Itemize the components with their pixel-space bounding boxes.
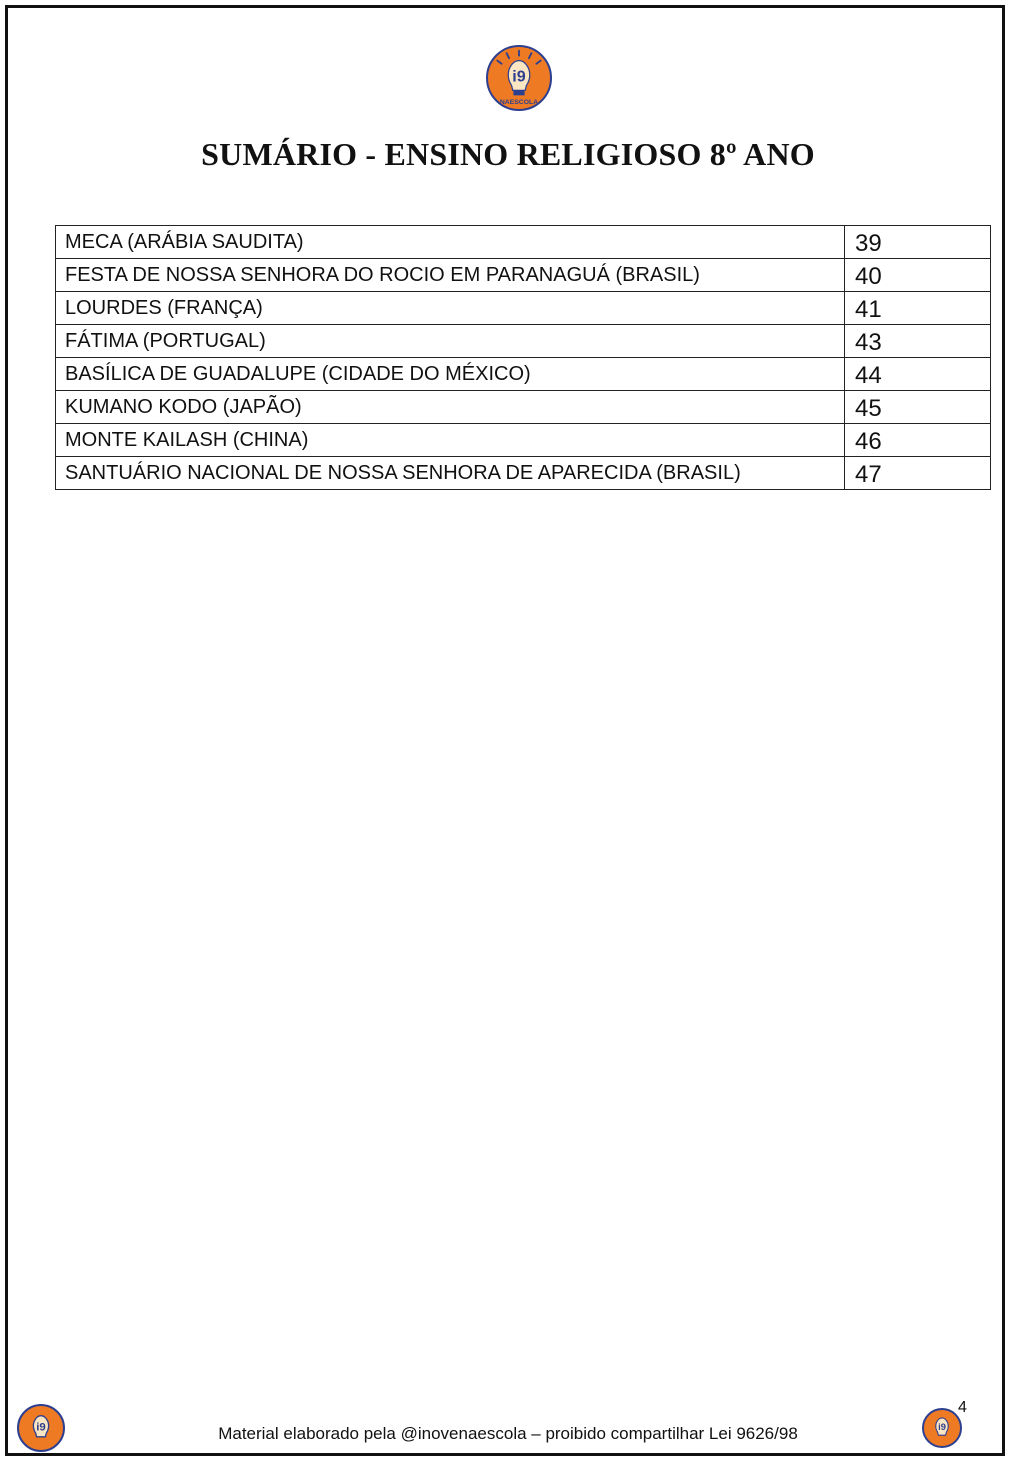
toc-topic: LOURDES (FRANÇA) [56, 292, 845, 325]
toc-page-number: 47 [845, 457, 991, 490]
footer-copyright: Material elaborado pela @inovenaescola – proibido compartilhar Lei 9626/98 [218, 1424, 798, 1443]
page-border [5, 5, 1005, 1456]
table-row [56, 226, 991, 259]
footer-logo-right-icon [922, 1408, 962, 1448]
svg-text:i9: i9 [36, 1421, 46, 1434]
page-title: SUMÁRIO - ENSINO RELIGIOSO 8º ANO [201, 136, 815, 172]
toc-page-number: 39 [845, 226, 991, 259]
toc-topic: BASÍLICA DE GUADALUPE (CIDADE DO MÉXICO) [56, 358, 845, 391]
toc-topic: KUMANO KODO (JAPÃO) [56, 391, 845, 424]
table-row [56, 325, 991, 358]
table-row [56, 391, 991, 424]
toc-topic: FÁTIMA (PORTUGAL) [56, 325, 845, 358]
table-row [56, 259, 991, 292]
school-logo-icon [486, 45, 552, 111]
table-row [56, 292, 991, 325]
svg-text:NAESCOLA: NAESCOLA [499, 99, 539, 107]
toc-page-number: 41 [845, 292, 991, 325]
svg-text:i9: i9 [938, 1422, 946, 1433]
table-row [56, 457, 991, 490]
toc-page-number: 40 [845, 259, 991, 292]
svg-text:i9: i9 [512, 67, 526, 86]
toc-page-number: 43 [845, 325, 991, 358]
table-of-contents [55, 225, 991, 490]
toc-page-number: 45 [845, 391, 991, 424]
toc-topic: MECA (ARÁBIA SAUDITA) [56, 226, 845, 259]
toc-topic: MONTE KAILASH (CHINA) [56, 424, 845, 457]
toc-page-number: 44 [845, 358, 991, 391]
toc-topic: SANTUÁRIO NACIONAL DE NOSSA SENHORA DE APARECIDA (BRASIL) [56, 457, 845, 490]
page-number: 4 [958, 1399, 967, 1416]
toc-page-number: 46 [845, 424, 991, 457]
toc-topic: FESTA DE NOSSA SENHORA DO ROCIO EM PARANAGUÁ (BRASIL) [56, 259, 845, 292]
table-row [56, 424, 991, 457]
table-row [56, 358, 991, 391]
